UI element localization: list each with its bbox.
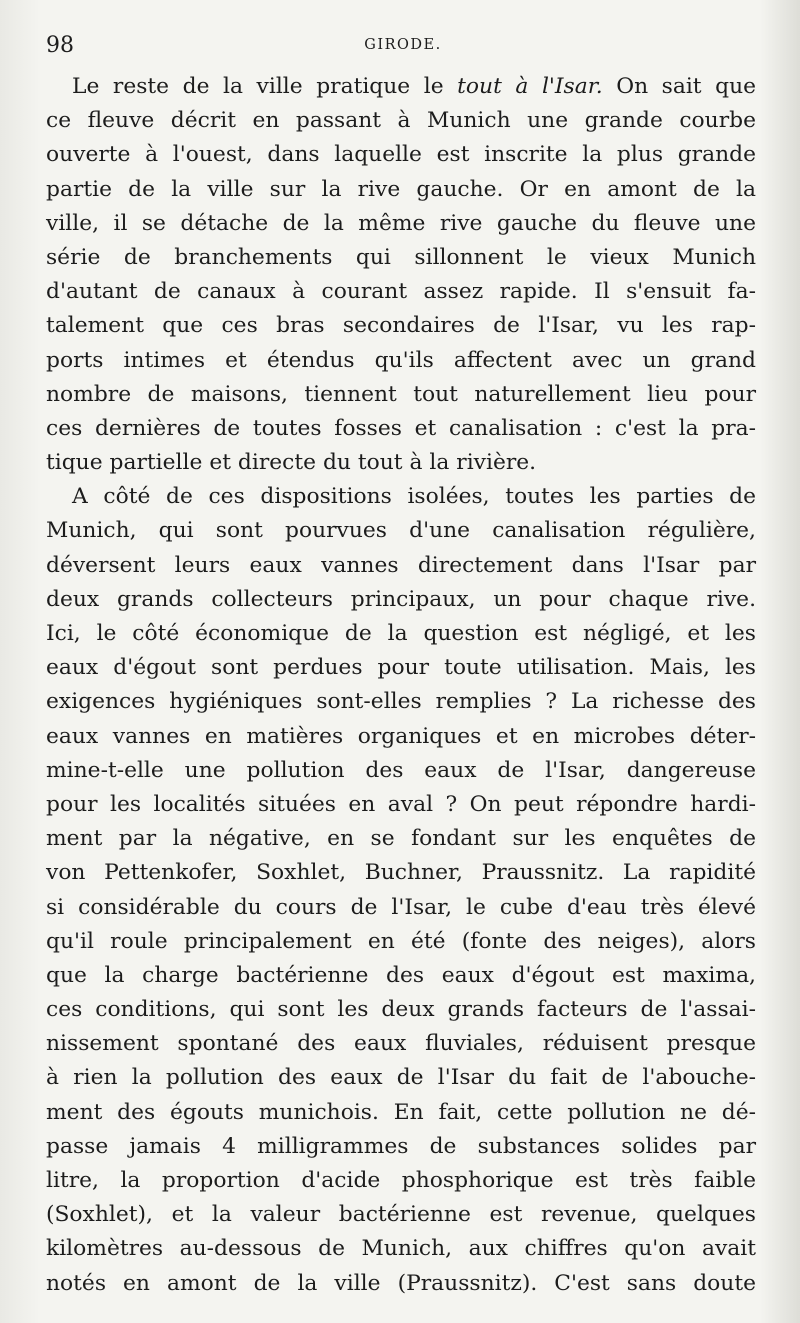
page-number: 98 [46,33,74,58]
text-line: notés en amont de la ville (Praussnitz). C'est sans doute [46,1270,756,1296]
page-header [46,33,760,59]
text-line: si considérable du cours de l'Isar, le cube d'eau très élevé [46,894,756,920]
text-line: A côté de ces dispositions isolées, toutes les parties de [72,484,756,510]
text-line: eaux vannes en matières organiques et en microbes déter- [46,723,756,749]
italic-phrase: tout à l'Isar. [457,74,603,99]
text-line: ce fleuve décrit en passant à Munich une grande courbe [46,108,756,134]
text-line: ces conditions, qui sont les deux grands facteurs de l'assai- [46,997,756,1023]
text-line: ces dernières de toutes fosses et canalisation : c'est la pra- [46,415,756,441]
text-line: kilomètres au-dessous de Munich, aux chiffres qu'on avait [46,1236,756,1262]
text-line: Le reste de la ville pratique le tout à l'Isar. On sait que [72,74,757,99]
text-line: à rien la pollution des eaux de l'Isar du fait de l'abouche- [46,1065,756,1091]
text-line: ment par la négative, en se fondant sur les enquêtes de [46,826,756,852]
text-line: ports intimes et étendus qu'ils affectent avec un grand [46,347,756,373]
text-line: deux grands collecteurs principaux, un pour chaque rive. [46,586,756,612]
text-line: partie de la ville sur la rive gauche. Or en amont de la [46,176,756,202]
text-line: que la charge bactérienne des eaux d'égout est maxima, [46,962,756,988]
text-line: pour les localités situées en aval ? On peut répondre hardi- [46,791,756,817]
text-line: tique partielle et directe du tout à la rivière. [46,450,537,476]
text-line: Ici, le côté économique de la question est négligé, et les [46,621,756,646]
running-head: GIRODE. [364,37,442,53]
paragraph [46,70,756,480]
text-line: nombre de maisons, tiennent tout naturellement lieu pour [46,381,756,407]
text-line: qu'il roule principalement en été (fonte des neiges), alors [46,928,756,954]
body-text [46,70,756,1301]
text-line: ville, il se détache de la même rive gauche du fleuve une [46,210,756,236]
text-line: von Pettenkofer, Soxhlet, Buchner, Praussnitz. La rapidité [46,860,756,886]
text-line: Munich, qui sont pourvues d'une canalisation régulière, [46,518,756,544]
text-line: d'autant de canaux à courant assez rapide. Il s'ensuit fa- [46,279,756,305]
text-line: nissement spontané des eaux fluviales, réduisent presque [46,1031,756,1057]
text-line: déversent leurs eaux vannes directement dans l'Isar par [46,552,756,578]
text-line: ment des égouts munichois. En fait, cette pollution ne dé- [46,1099,756,1125]
text-line: mine-t-elle une pollution des eaux de l'Isar, dangereuse [46,757,756,783]
text-line: eaux d'égout sont perdues pour toute utilisation. Mais, les [46,655,756,681]
text-line: litre, la proportion d'acide phosphorique est très faible [46,1168,756,1193]
text-line: talement que ces bras secondaires de l'Isar, vu les rap- [46,313,756,339]
paragraph [46,480,756,1301]
text-line: exigences hygiéniques sont-elles remplies ? La richesse des [46,689,756,715]
text-line: ouverte à l'ouest, dans laquelle est inscrite la plus grande [46,142,756,168]
text-line: (Soxhlet), et la valeur bactérienne est revenue, quelques [46,1202,756,1228]
text-line: série de branchements qui sillonnent le vieux Munich [46,244,756,270]
text-line: passe jamais 4 milligrammes de substances solides par [46,1133,756,1159]
